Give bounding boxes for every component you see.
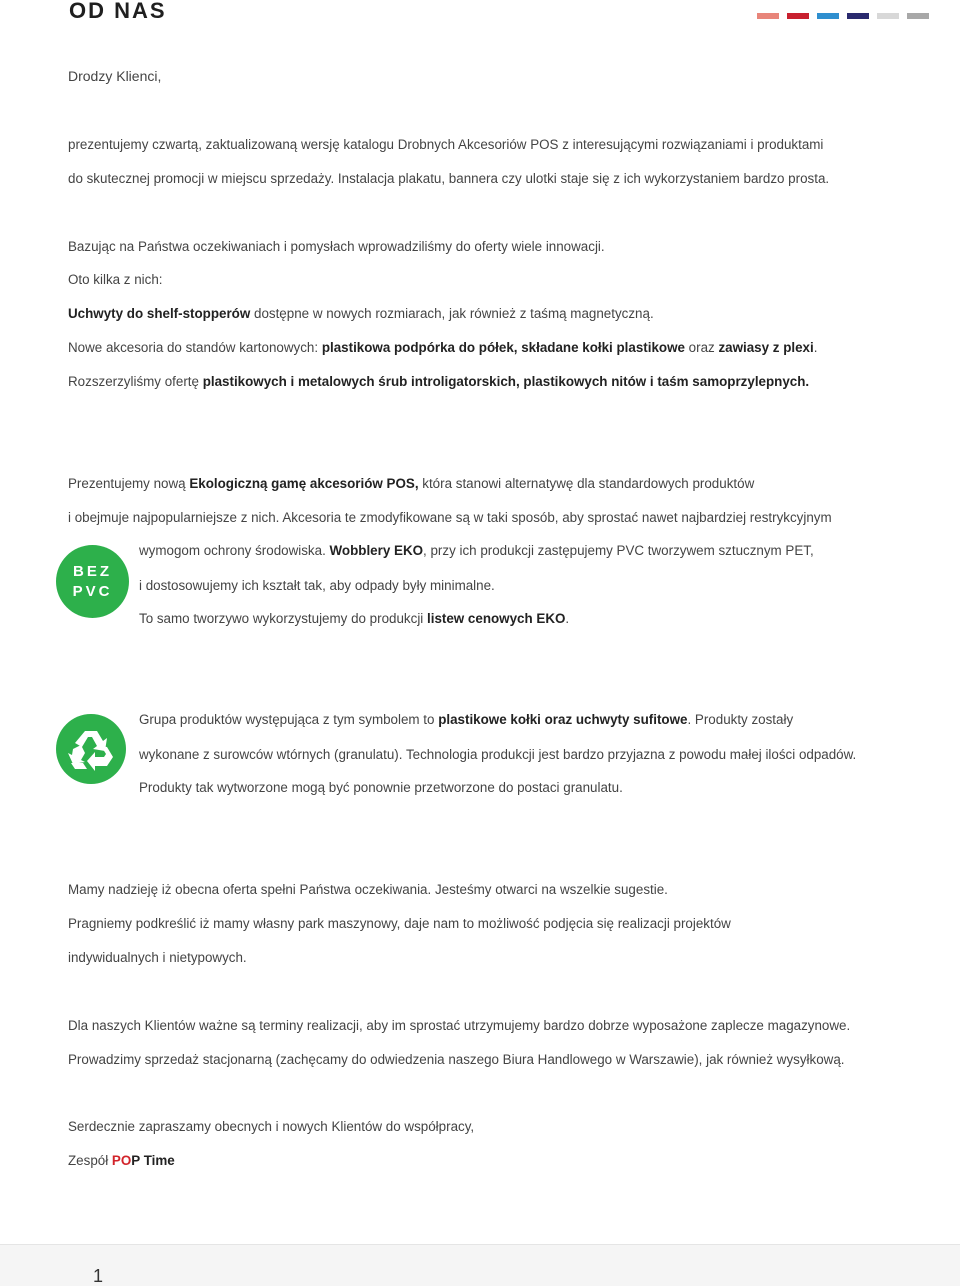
text: . Produkty zostały [687, 712, 794, 727]
color-bar [847, 13, 869, 19]
eco-line-3 [139, 543, 814, 558]
closing-line-3: indywidualnych i nietypowych. [68, 950, 247, 965]
text: , przy ich produkcji zastępujemy PVC tworzywem sztucznym PET, [423, 543, 814, 558]
intro-line-2: do skutecznej promocji w miejscu sprzedaży. Instalacja plakatu, bannera czy ulotki staje się z ich wykorzystaniem bardzo prosta. [68, 171, 830, 186]
text: . [813, 340, 818, 355]
innovation-item-3 [68, 374, 809, 389]
brand-p: P [131, 1153, 140, 1168]
eco-line-2: i obejmuje najpopularniejsze z nich. Akcesoria te zmodyfikowane są w taki sposób, aby sprostać nawet najbardziej restrykcyjnym [68, 510, 832, 525]
badge-text: BEZ [73, 562, 112, 580]
eco-line-4: i dostosowujemy ich kształt tak, aby odpady były minimalne. [139, 578, 495, 593]
text: Grupa produktów występująca z tym symbolem to [139, 712, 439, 727]
page-title: OD NAS [69, 0, 167, 23]
team-signature [68, 1153, 175, 1168]
text: Rozszerzyliśmy ofertę [68, 374, 203, 389]
color-bar [787, 13, 809, 19]
page-number: 1 [93, 1266, 104, 1286]
text: Zespół [68, 1153, 112, 1168]
recycled-line-3: Produkty tak wytworzone mogą być ponownie przetworzone do postaci granulatu. [139, 780, 623, 795]
bold-text: Wobblery EKO [329, 543, 424, 558]
intro-line-1: prezentujemy czwartą, zaktualizowaną wersję katalogu Drobnych Akcesoriów POS z interesującymi rozwiązaniami i produktami [68, 137, 824, 152]
recycle-icon [65, 723, 117, 775]
text: dostępne w nowych rozmiarach, jak również z taśmą magnetyczną. [250, 306, 654, 321]
text: Prezentujemy nową [68, 476, 190, 491]
logistics-line-2: Prowadzimy sprzedaż stacjonarną (zachęcamy do odwiedzenia naszego Biura Handlowego w Warszawie), jak również wysyłkową. [68, 1052, 845, 1067]
bold-text: listew cenowych EKO [427, 611, 566, 626]
text: Nowe akcesoria do standów kartonowych: [68, 340, 322, 355]
color-bar [907, 13, 929, 19]
bold-text: zawiasy z plexi [718, 340, 814, 355]
text: To samo tworzywo wykorzystujemy do produkcji [139, 611, 427, 626]
closing-line-2: Pragniemy podkreślić iż mamy własny park maszynowy, daje nam to możliwość podjęcia się realizacji projektów [68, 916, 731, 931]
brand-po: PO [111, 1153, 132, 1168]
recycle-badge [56, 714, 126, 784]
color-bar [877, 13, 899, 19]
eco-line-1 [68, 476, 754, 491]
text: wymogom ochrony środowiska. [139, 543, 330, 558]
bold-text: Ekologiczną gamę akcesoriów POS, [189, 476, 419, 491]
brand-time: Time [139, 1153, 175, 1168]
color-bar [757, 13, 779, 19]
bold-text: plastikowa podpórka do półek, składane kołki plastikowe [321, 340, 685, 355]
bold-text: Uchwyty do shelf-stopperów [68, 306, 251, 321]
footer-band [0, 1244, 960, 1286]
signoff-line: Serdecznie zapraszamy obecnych i nowych Klientów do współpracy, [68, 1119, 475, 1134]
logistics-line-1: Dla naszych Klientów ważne są terminy realizacji, aby im sprostać utrzymujemy bardzo dobrze wyposażone zaplecze magazynowe. [68, 1018, 851, 1033]
text: która stanowi alternatywę dla standardowych produktów [418, 476, 755, 491]
text: oraz [684, 340, 719, 355]
badge-text: PVC [72, 582, 113, 600]
innovation-item-1 [68, 306, 654, 321]
bold-text: plastikowych i metalowych śrub introligatorskich, plastikowych nitów i taśm samoprzylepnych. [202, 374, 810, 389]
color-bar [817, 13, 839, 19]
innovations-line-1: Bazując na Państwa oczekiwaniach i pomysłach wprowadziliśmy do oferty wiele innowacji. [68, 239, 605, 254]
color-bars [757, 13, 929, 19]
bez-pvc-badge [56, 545, 129, 618]
eco-line-5 [139, 611, 569, 626]
recycled-line-1 [139, 712, 793, 727]
closing-line-1: Mamy nadzieję iż obecna oferta spełni Państwa oczekiwania. Jesteśmy otwarci na wszelkie sugestie. [68, 882, 668, 897]
innovation-item-2 [68, 340, 817, 355]
bold-text: plastikowe kołki oraz uchwyty sufitowe [438, 712, 688, 727]
text: . [565, 611, 570, 626]
greeting: Drodzy Klienci, [68, 68, 162, 84]
innovations-line-2: Oto kilka z nich: [68, 272, 163, 287]
recycled-line-2: wykonane z surowców wtórnych (granulatu). Technologia produkcji jest bardzo przyjazna z powodu małej ilości odpadów. [139, 747, 857, 762]
